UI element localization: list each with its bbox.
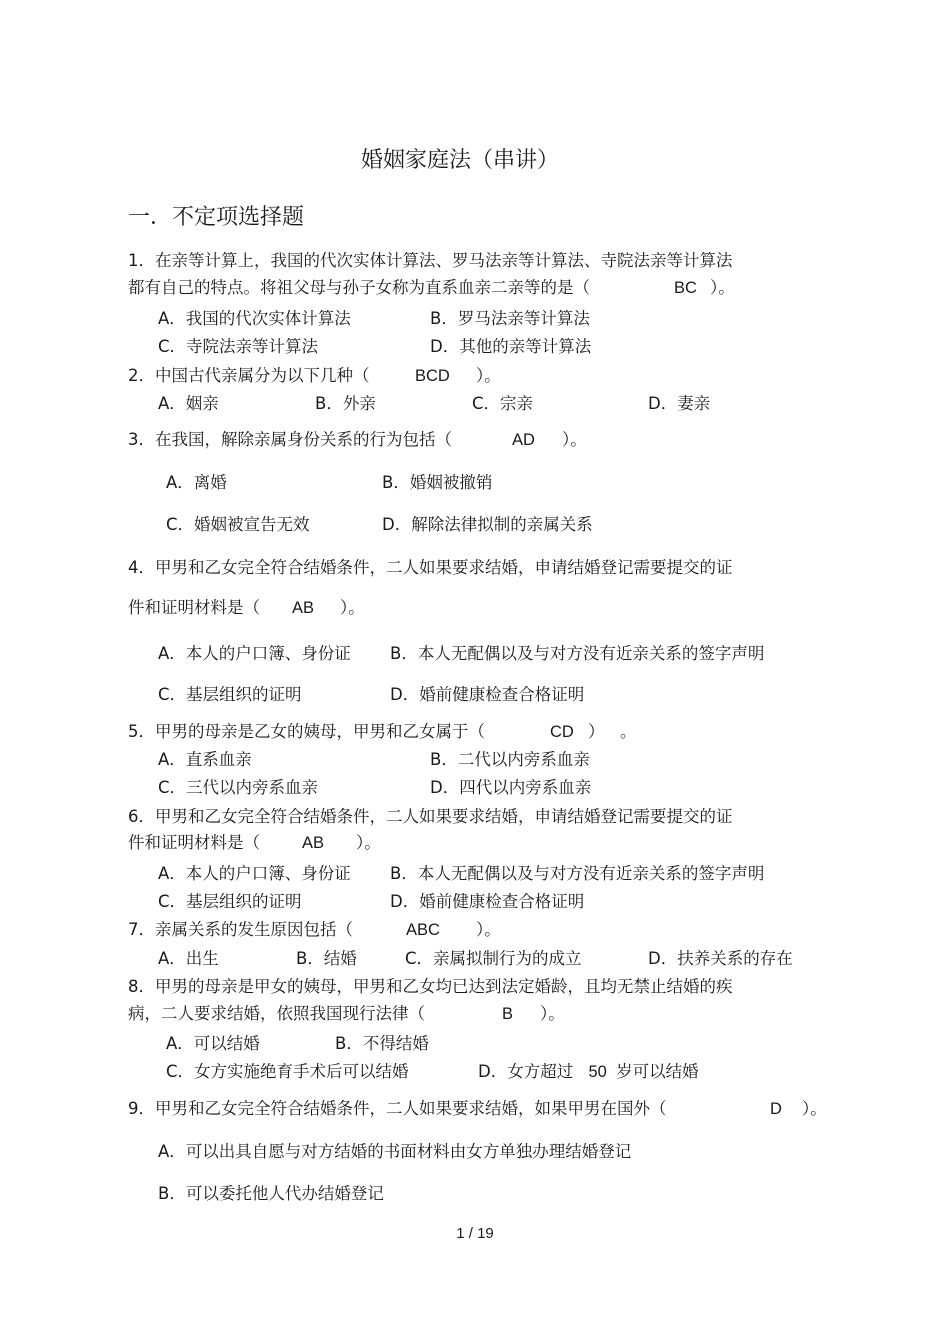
question-6-option-a: A．本人的户口簿、身份证 bbox=[158, 864, 351, 883]
question-4-option-d: D．婚前健康检查合格证明 bbox=[390, 685, 585, 704]
question-5-answer: CD bbox=[550, 723, 574, 741]
question-7-close: ）。 bbox=[476, 920, 501, 939]
question-1-option-b: B．罗马法亲等计算法 bbox=[430, 309, 590, 328]
question-3-option-c: C．婚姻被宣告无效 bbox=[166, 515, 310, 534]
question-4-stem-line1: 4．甲男和乙女完全符合结婚条件，二人如果要求结婚，申请结婚登记需要提交的证 bbox=[128, 558, 733, 577]
question-6-option-b: B．本人无配偶以及与对方没有近亲关系的签字声明 bbox=[390, 864, 765, 883]
question-5-option-d: D．四代以内旁系血亲 bbox=[430, 778, 592, 797]
question-3-answer: AD bbox=[512, 431, 535, 449]
question-7-option-d: D．扶养关系的存在 bbox=[648, 949, 793, 968]
question-6-option-c: C．基层组织的证明 bbox=[158, 892, 302, 911]
question-5-option-b: B．二代以内旁系血亲 bbox=[430, 750, 590, 769]
question-8-stem-line1: 8．甲男的母亲是甲女的姨母，甲男和乙女均已达到法定婚龄，且均无禁止结婚的疾 bbox=[128, 977, 733, 996]
question-3-option-b: B．婚姻被撤销 bbox=[382, 473, 493, 492]
question-7-stem: 7．亲属关系的发生原因包括（ bbox=[128, 920, 353, 939]
question-4-option-a: A．本人的户口簿、身份证 bbox=[158, 644, 351, 663]
page-number: 1 / 19 bbox=[456, 1225, 494, 1242]
question-5-option-a: A．直系血亲 bbox=[158, 750, 252, 769]
question-2-option-c: C．宗亲 bbox=[472, 394, 534, 413]
question-2-option-b: B．外亲 bbox=[315, 394, 376, 413]
question-9-option-a: A．可以出具自愿与对方结婚的书面材料由女方单独办理结婚登记 bbox=[158, 1142, 632, 1161]
question-2-close: ）。 bbox=[476, 366, 501, 385]
question-7-option-b: B．结婚 bbox=[296, 949, 357, 968]
question-1-stem-line2: 都有自己的特点。将祖父母与孙子女称为直系血亲二亲等的是（ bbox=[128, 278, 590, 297]
question-2-option-a: A．姻亲 bbox=[158, 394, 219, 413]
question-6-stem-line2: 件和证明材料是（ bbox=[128, 833, 260, 852]
question-1-stem-line1: 1．在亲等计算上，我国的代次实体计算法、罗马法亲等计算法、寺院法亲等计算法 bbox=[128, 251, 733, 270]
question-3-option-d: D．解除法律拟制的亲属关系 bbox=[382, 515, 593, 534]
question-8-close: ）。 bbox=[540, 1004, 565, 1023]
question-8-option-a: A．可以结婚 bbox=[166, 1034, 260, 1053]
question-2-stem: 2．中国古代亲属分为以下几种（ bbox=[128, 366, 370, 385]
question-6-close: ）。 bbox=[356, 833, 381, 852]
question-1-answer: BC bbox=[674, 279, 697, 297]
document-title: 婚姻家庭法（串讲） bbox=[360, 148, 559, 173]
question-7-answer: ABC bbox=[406, 921, 440, 939]
question-6-stem-line1: 6．甲男和乙女完全符合结婚条件，二人如果要求结婚，申请结婚登记需要提交的证 bbox=[128, 807, 733, 826]
question-2-answer: BCD bbox=[415, 367, 450, 385]
question-5-option-c: C．三代以内旁系血亲 bbox=[158, 778, 319, 797]
question-4-answer: AB bbox=[292, 599, 315, 617]
question-9-answer: D bbox=[770, 1100, 782, 1118]
question-1-close: ）。 bbox=[710, 278, 735, 297]
question-8-option-d-number: 50 bbox=[588, 1063, 607, 1081]
question-5-stem: 5．甲男的母亲是乙女的姨母，甲男和乙女属于（ bbox=[128, 722, 485, 741]
question-8-option-c: C．女方实施绝育手术后可以结婚 bbox=[166, 1062, 409, 1081]
question-5-period: 。 bbox=[620, 722, 637, 741]
question-9-option-b: B．可以委托他人代办结婚登记 bbox=[158, 1184, 384, 1203]
question-4-option-c: C．基层组织的证明 bbox=[158, 685, 302, 704]
question-8-answer: B bbox=[502, 1005, 514, 1023]
question-9-close: ）。 bbox=[802, 1099, 827, 1118]
question-6-answer: AB bbox=[302, 834, 325, 852]
question-1-option-a: A．我国的代次实体计算法 bbox=[158, 309, 351, 328]
question-7-option-a: A．出生 bbox=[158, 949, 219, 968]
question-4-close: ）。 bbox=[340, 598, 365, 617]
question-1-option-c: C．寺院法亲等计算法 bbox=[158, 337, 319, 356]
question-4-stem-line2: 件和证明材料是（ bbox=[128, 598, 260, 617]
question-3-close: ）。 bbox=[562, 430, 587, 449]
question-8-stem-line2: 病，二人要求结婚，依照我国现行法律（ bbox=[128, 1004, 425, 1023]
question-3-stem: 3．在我国，解除亲属身份关系的行为包括（ bbox=[128, 430, 452, 449]
question-4-option-b: B．本人无配偶以及与对方没有近亲关系的签字声明 bbox=[390, 644, 765, 663]
question-5-close: ） bbox=[588, 722, 605, 741]
question-1-option-d: D．其他的亲等计算法 bbox=[430, 337, 592, 356]
question-2-option-d: D．妻亲 bbox=[648, 394, 711, 413]
question-8-option-d-prefix: D．女方超过 bbox=[478, 1062, 574, 1081]
question-8-option-d-suffix: 岁可以结婚 bbox=[616, 1062, 699, 1081]
question-7-option-c: C．亲属拟制行为的成立 bbox=[405, 949, 582, 968]
question-9-stem: 9．甲男和乙女完全符合结婚条件，二人如果要求结婚，如果甲男在国外（ bbox=[128, 1099, 667, 1118]
question-8-option-d bbox=[478, 1062, 699, 1082]
question-3-option-a: A．离婚 bbox=[166, 473, 227, 492]
question-6-option-d: D．婚前健康检查合格证明 bbox=[390, 892, 585, 911]
question-8-option-b: B．不得结婚 bbox=[335, 1034, 429, 1053]
section-heading: 一．不定项选择题 bbox=[128, 205, 305, 230]
